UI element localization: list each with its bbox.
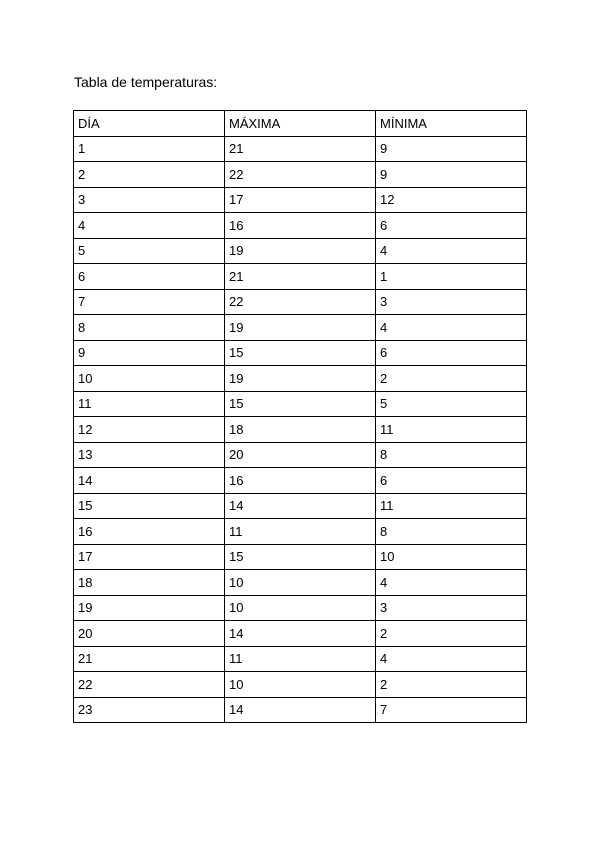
cell-day: 9: [74, 340, 225, 366]
cell-max: 17: [225, 187, 376, 213]
cell-max: 15: [225, 391, 376, 417]
cell-min: 4: [376, 315, 527, 341]
cell-min: 2: [376, 366, 527, 392]
table-row: [74, 340, 527, 366]
cell-max: 21: [225, 264, 376, 290]
cell-day: 22: [74, 672, 225, 698]
cell-day: 20: [74, 621, 225, 647]
cell-max: 16: [225, 468, 376, 494]
cell-day: 7: [74, 289, 225, 315]
table-row: [74, 570, 527, 596]
table-row: [74, 213, 527, 239]
cell-min: 4: [376, 570, 527, 596]
cell-min: 8: [376, 519, 527, 545]
cell-day: 4: [74, 213, 225, 239]
cell-min: 2: [376, 672, 527, 698]
table-row: [74, 621, 527, 647]
cell-day: 23: [74, 697, 225, 723]
document-title: Tabla de temperaturas:: [74, 74, 218, 90]
header-min: MÍNIMA: [376, 111, 527, 137]
table-row: [74, 136, 527, 162]
cell-min: 7: [376, 697, 527, 723]
cell-max: 11: [225, 519, 376, 545]
cell-day: 12: [74, 417, 225, 443]
cell-max: 10: [225, 570, 376, 596]
cell-max: 22: [225, 162, 376, 188]
cell-day: 18: [74, 570, 225, 596]
table-row: [74, 442, 527, 468]
cell-max: 11: [225, 646, 376, 672]
table-row: [74, 417, 527, 443]
cell-max: 19: [225, 366, 376, 392]
cell-day: 8: [74, 315, 225, 341]
cell-min: 9: [376, 162, 527, 188]
cell-min: 5: [376, 391, 527, 417]
cell-min: 3: [376, 289, 527, 315]
table-row: [74, 187, 527, 213]
cell-min: 12: [376, 187, 527, 213]
cell-min: 8: [376, 442, 527, 468]
cell-max: 14: [225, 493, 376, 519]
table-row: [74, 519, 527, 545]
cell-day: 15: [74, 493, 225, 519]
table-row: [74, 264, 527, 290]
cell-day: 11: [74, 391, 225, 417]
cell-day: 2: [74, 162, 225, 188]
cell-max: 16: [225, 213, 376, 239]
cell-min: 11: [376, 493, 527, 519]
cell-day: 10: [74, 366, 225, 392]
table-row: [74, 162, 527, 188]
cell-max: 19: [225, 315, 376, 341]
cell-min: 9: [376, 136, 527, 162]
cell-min: 1: [376, 264, 527, 290]
cell-min: 4: [376, 238, 527, 264]
cell-day: 16: [74, 519, 225, 545]
table-row: [74, 697, 527, 723]
cell-max: 10: [225, 672, 376, 698]
cell-min: 6: [376, 340, 527, 366]
cell-max: 22: [225, 289, 376, 315]
table-row: [74, 646, 527, 672]
header-max: MÁXIMA: [225, 111, 376, 137]
table-row: [74, 391, 527, 417]
header-day: DÍA: [74, 111, 225, 137]
cell-day: 14: [74, 468, 225, 494]
cell-min: 11: [376, 417, 527, 443]
cell-max: 21: [225, 136, 376, 162]
cell-min: 6: [376, 468, 527, 494]
cell-max: 18: [225, 417, 376, 443]
cell-day: 1: [74, 136, 225, 162]
cell-max: 20: [225, 442, 376, 468]
cell-max: 14: [225, 621, 376, 647]
table-row: [74, 238, 527, 264]
table-row: [74, 468, 527, 494]
cell-max: 15: [225, 544, 376, 570]
table-header-row: [74, 111, 527, 137]
cell-min: 6: [376, 213, 527, 239]
cell-day: 19: [74, 595, 225, 621]
cell-min: 2: [376, 621, 527, 647]
cell-day: 17: [74, 544, 225, 570]
table-row: [74, 366, 527, 392]
cell-max: 15: [225, 340, 376, 366]
cell-min: 10: [376, 544, 527, 570]
table-row: [74, 493, 527, 519]
cell-max: 14: [225, 697, 376, 723]
cell-day: 21: [74, 646, 225, 672]
cell-max: 10: [225, 595, 376, 621]
table-row: [74, 315, 527, 341]
table-row: [74, 289, 527, 315]
table-row: [74, 672, 527, 698]
table-body: [74, 136, 527, 723]
cell-day: 13: [74, 442, 225, 468]
cell-day: 6: [74, 264, 225, 290]
table-row: [74, 595, 527, 621]
cell-day: 3: [74, 187, 225, 213]
cell-min: 3: [376, 595, 527, 621]
cell-max: 19: [225, 238, 376, 264]
cell-day: 5: [74, 238, 225, 264]
table-row: [74, 544, 527, 570]
temperature-table: [73, 110, 527, 723]
cell-min: 4: [376, 646, 527, 672]
